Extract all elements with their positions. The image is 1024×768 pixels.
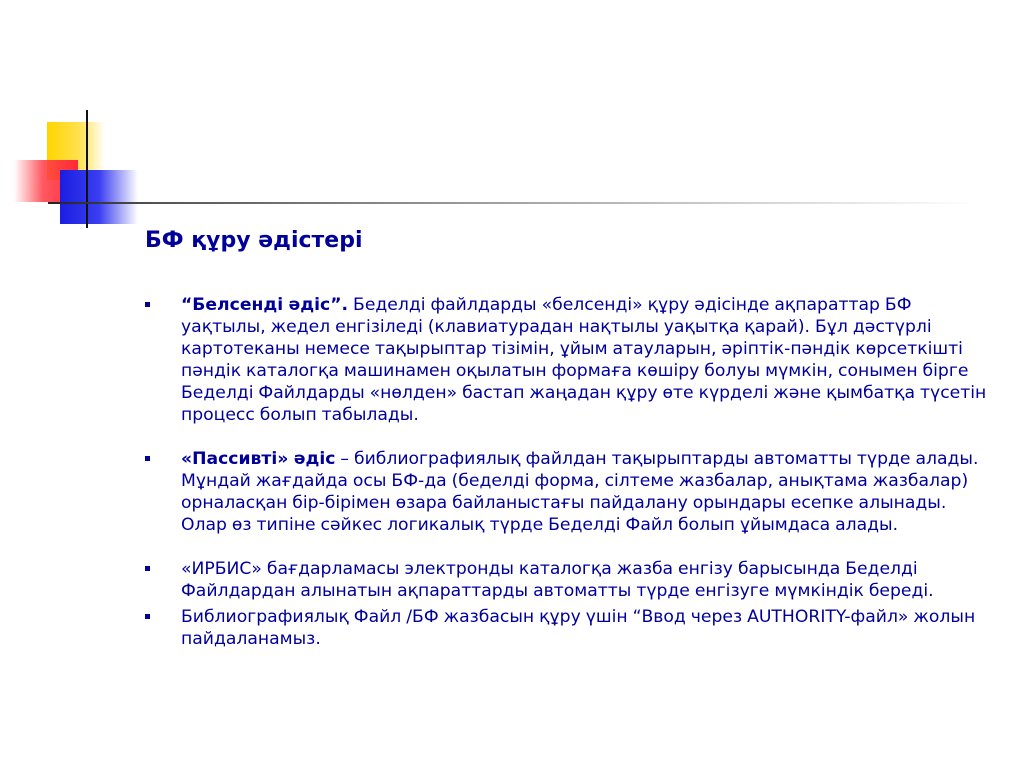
title-divider-line: [48, 202, 978, 204]
bullet-text: – библиографиялық файлдан тақырыптарды автоматты түрде алады. Мұндай жағдайда осы БФ-да (беделді форма, сілтеме жазбалар, анықтама жазбалар) орналасқан бір-бірімен өзара байланыстағы пайдалану орындары есепке алынады. Олар өз типіне сәйкес логикалық түрде Беделді Файл болып ұйымдаса алады.: [181, 449, 979, 535]
bullet-square-icon: [145, 614, 150, 619]
bullet-item: [145, 558, 995, 602]
bullet-square-icon: [145, 566, 150, 571]
bullet-square-icon: [145, 302, 150, 307]
logo-blue-square: [60, 170, 138, 224]
bullet-item: [145, 294, 995, 426]
bullet-lead: “Белсенді әдіс”.: [181, 295, 349, 315]
bullet-text: Беделді файлдарды «белсенді» құру әдісінде ақпараттар БФ уақтылы, жедел енгізіледі (клавиатурадан нақтылы уақытқа қарай). Бұл дәстүрлі картотеканы немесе тақырыптар тізімін, ұйым атауларын, әріптік-пәндік көрсеткішті пәндік каталогқа машинамен оқылатын формаға көшіру болуы мүмкін, сонымен бірге Беделді Файлдарды «нөлден» бастап жаңадан құру өте күрделі және қымбатқа түсетін процесс болып табылады.: [181, 295, 987, 425]
slide-title: БФ құру әдістері: [145, 228, 363, 253]
bullet-item: [145, 448, 995, 536]
bullet-text: Библиографиялық Файл /БФ жазбасын құру үшін “Ввод через AUTHORITY-файл» жолын пайдаланамыз.: [181, 607, 976, 649]
bullet-lead: «Пассивті» әдіс: [181, 449, 336, 469]
logo-vertical-line: [86, 110, 88, 228]
bullet-list: [145, 294, 995, 650]
bullet-item: [145, 606, 995, 650]
bullet-square-icon: [145, 456, 150, 461]
bullet-text: «ИРБИС» бағдарламасы электронды каталогқа жазба енгізу барысында Беделді Файлдардан алынатын ақпараттарды автоматты түрде енгізуге мүмкіндік береді.: [181, 559, 934, 601]
